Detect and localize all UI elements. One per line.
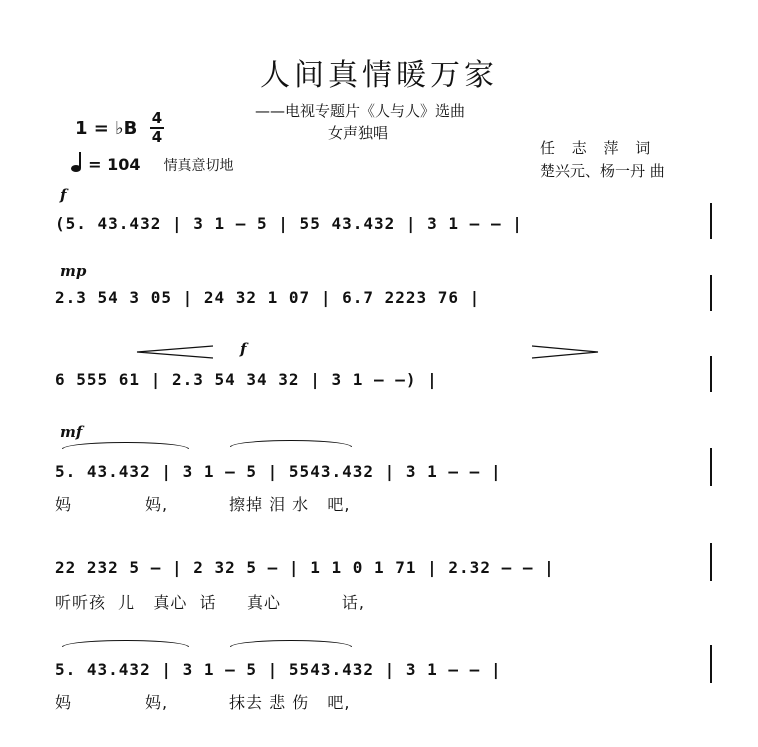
staff-end-barline xyxy=(710,356,712,392)
slur xyxy=(230,440,352,447)
slur xyxy=(230,640,352,647)
composer-credit: 楚兴元、杨一丹 曲 xyxy=(540,162,665,180)
performer-note: 女声独唱 xyxy=(328,124,389,142)
notation-line: 5. 43.432 | 3 1 — 5 | 5543.432 | 3 1 — — | xyxy=(55,462,502,481)
staff-end-barline xyxy=(710,448,712,486)
lyric-line: 妈 妈, 擦掉 泪 水 吧, xyxy=(55,495,351,514)
time-signature xyxy=(150,111,164,145)
dynamic-mark: mp xyxy=(60,262,87,280)
staff-end-barline xyxy=(710,203,712,239)
dynamic-mark: mf xyxy=(60,423,83,441)
staff-end-barline xyxy=(710,543,712,581)
time-signature-bottom: 4 xyxy=(151,128,163,146)
key-signature: 1 = ♭B xyxy=(75,118,138,139)
lyricist-credit: 任 志 萍 词 xyxy=(540,139,657,157)
slur xyxy=(62,442,189,449)
lyric-line: 妈 妈, 抹去 悲 伤 吧, xyxy=(55,693,351,712)
staff-end-barline xyxy=(710,645,712,683)
notation-line: 22 232 5 — | 2 32 5 — | 1 1 0 1 71 | 2.32 — — | xyxy=(55,558,555,577)
crescendo-hairpin xyxy=(135,345,215,359)
dynamic-mark: f xyxy=(60,186,67,204)
quarter-note-icon xyxy=(71,165,81,172)
notation-line: (5. 43.432 | 3 1 — 5 | 55 43.432 | 3 1 — — | xyxy=(55,214,523,233)
notation-line: 5. 43.432 | 3 1 — 5 | 5543.432 | 3 1 — — | xyxy=(55,660,502,679)
slur xyxy=(62,640,189,647)
decrescendo-hairpin xyxy=(530,345,600,359)
notation-line: 6 555 61 | 2.3 54 34 32 | 3 1 — —) | xyxy=(55,370,438,389)
dynamic-mark: f xyxy=(240,340,247,358)
time-signature-top: 4 xyxy=(151,109,163,127)
lyric-line: 听听孩 儿 真心 话 真心 话, xyxy=(55,593,365,612)
tempo-expression: 情真意切地 xyxy=(163,158,234,174)
song-subtitle: ——电视专题片《人与人》选曲 xyxy=(255,102,466,120)
tempo-value: = 104 xyxy=(88,155,141,174)
staff-end-barline xyxy=(710,275,712,311)
notation-line: 2.3 54 3 05 | 24 32 1 07 | 6.7 2223 76 | xyxy=(55,288,481,307)
tempo-marking xyxy=(71,155,234,175)
song-title: 人间真情暖万家 xyxy=(260,58,498,93)
